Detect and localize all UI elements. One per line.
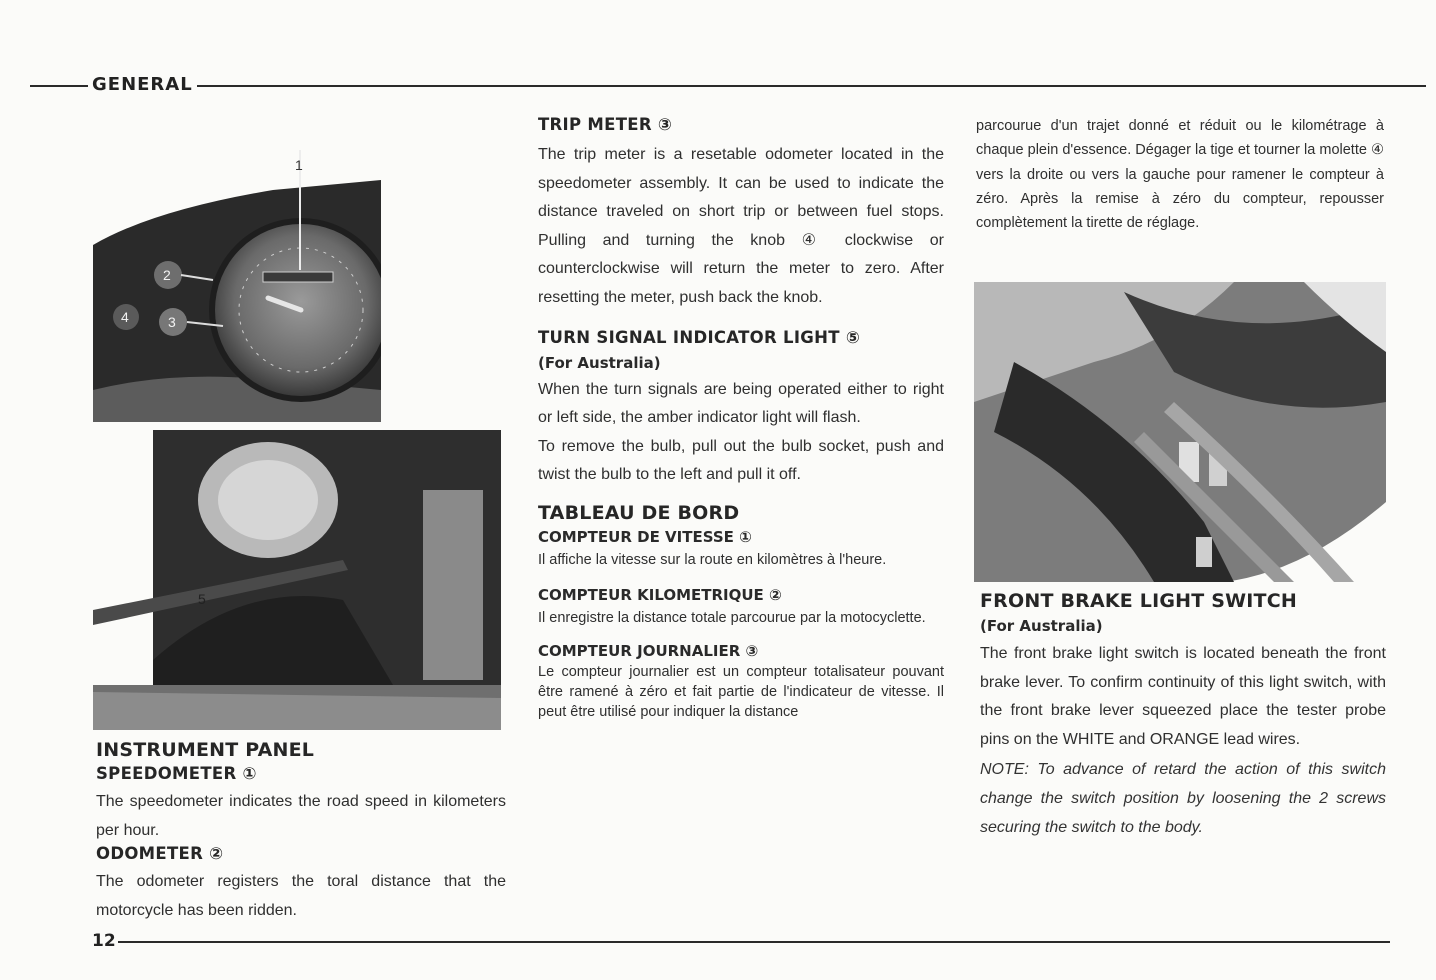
svg-text:4: 4 — [121, 309, 129, 325]
svg-text:3: 3 — [168, 314, 176, 330]
section-title: GENERAL — [88, 74, 197, 95]
brake-switch-text: The front brake light switch is located beneath the front brake lever. To confirm continuity of this light switch, with the front brake lever squeezed place the tester probe pins on the WHITE and ORANGE lead wires. — [980, 645, 1386, 748]
left-column-text — [96, 738, 506, 925]
brake-switch-note: NOTE: To advance of retard the action of this switch change the switch position by loosening the 2 screws securing the switch to the body. — [980, 761, 1386, 836]
right-column-top-text — [976, 114, 1384, 235]
brake-switch-title: FRONT BRAKE LIGHT SWITCH — [980, 590, 1297, 612]
compteur-journalier-text: Le compteur journalier est un compteur totalisateur pouvant être ramené à zéro et fait partie de l'indicateur de vitesse. Il peut être utilisé pour indiquer la distance — [538, 663, 944, 720]
compteur-vitesse-text: Il affiche la vitesse sur la route en kilomètres à l'heure. — [538, 551, 887, 568]
svg-text:2: 2 — [163, 267, 171, 283]
turn-signal-text-2: To remove the bulb, pull out the bulb socket, push and twist the bulb to the left and pull it off. — [538, 437, 944, 484]
header-rule — [30, 85, 1426, 87]
instrument-panel-heading: INSTRUMENT PANEL — [96, 739, 315, 761]
tableau-de-bord-heading: TABLEAU DE BORD — [538, 501, 740, 524]
french-continuation-text: parcourue d'un trajet donné et réduit ou le kilométrage à chaque plein d'essence. Dégager la tige et tourner la molette ④ vers la droite ou vers la gauche pour ramener le compteur à zéro. Après la remise à zéro du compteur, repousser complètement la tirette de réglage. — [976, 118, 1384, 232]
speedometer-text: The speedometer indicates the road speed in kilometers per hour. — [96, 793, 506, 839]
svg-text:5: 5 — [198, 591, 206, 607]
compteur-km-title: COMPTEUR KILOMETRIQUE ② — [538, 585, 782, 604]
compteur-vitesse-title: COMPTEUR DE VITESSE ① — [538, 527, 752, 546]
brake-switch-photo — [974, 282, 1386, 582]
footer-rule — [118, 941, 1390, 943]
speedometer-title: SPEEDOMETER ① — [96, 764, 257, 783]
turn-signal-light-photo — [93, 430, 501, 730]
turn-signal-text-1: When the turn signals are being operated either to right or left side, the amber indicator light will flash. — [538, 380, 944, 427]
odometer-text: The odometer registers the toral distance that the motorcycle has been ridden. — [96, 873, 506, 919]
svg-text:1: 1 — [295, 157, 303, 173]
middle-column-text — [538, 112, 944, 722]
compteur-km-text: Il enregistre la distance totale parcourue par la motocyclette. — [538, 609, 926, 626]
odometer-title: ODOMETER ② — [96, 844, 224, 864]
page-number: 12 — [92, 931, 116, 951]
brake-switch-subtitle: (For Australia) — [980, 617, 1103, 635]
turn-signal-title: TURN SIGNAL INDICATOR LIGHT ⑤ — [538, 327, 861, 347]
right-column-text — [980, 588, 1386, 842]
trip-meter-title: TRIP METER ③ — [538, 115, 673, 134]
compteur-journalier-title: COMPTEUR JOURNALIER ③ — [538, 641, 759, 660]
trip-meter-text: The trip meter is a resetable odometer located in the speedometer assembly. It can be used to indicate the distance traveled on short trip or between fuel stops. Pulling and turning the knob ④ clockwise or counterclockwise will return the meter to zero. After resetting the meter, push back the knob. — [538, 146, 944, 306]
instrument-panel-photo — [93, 150, 381, 422]
turn-signal-subtitle: (For Australia) — [538, 353, 661, 372]
